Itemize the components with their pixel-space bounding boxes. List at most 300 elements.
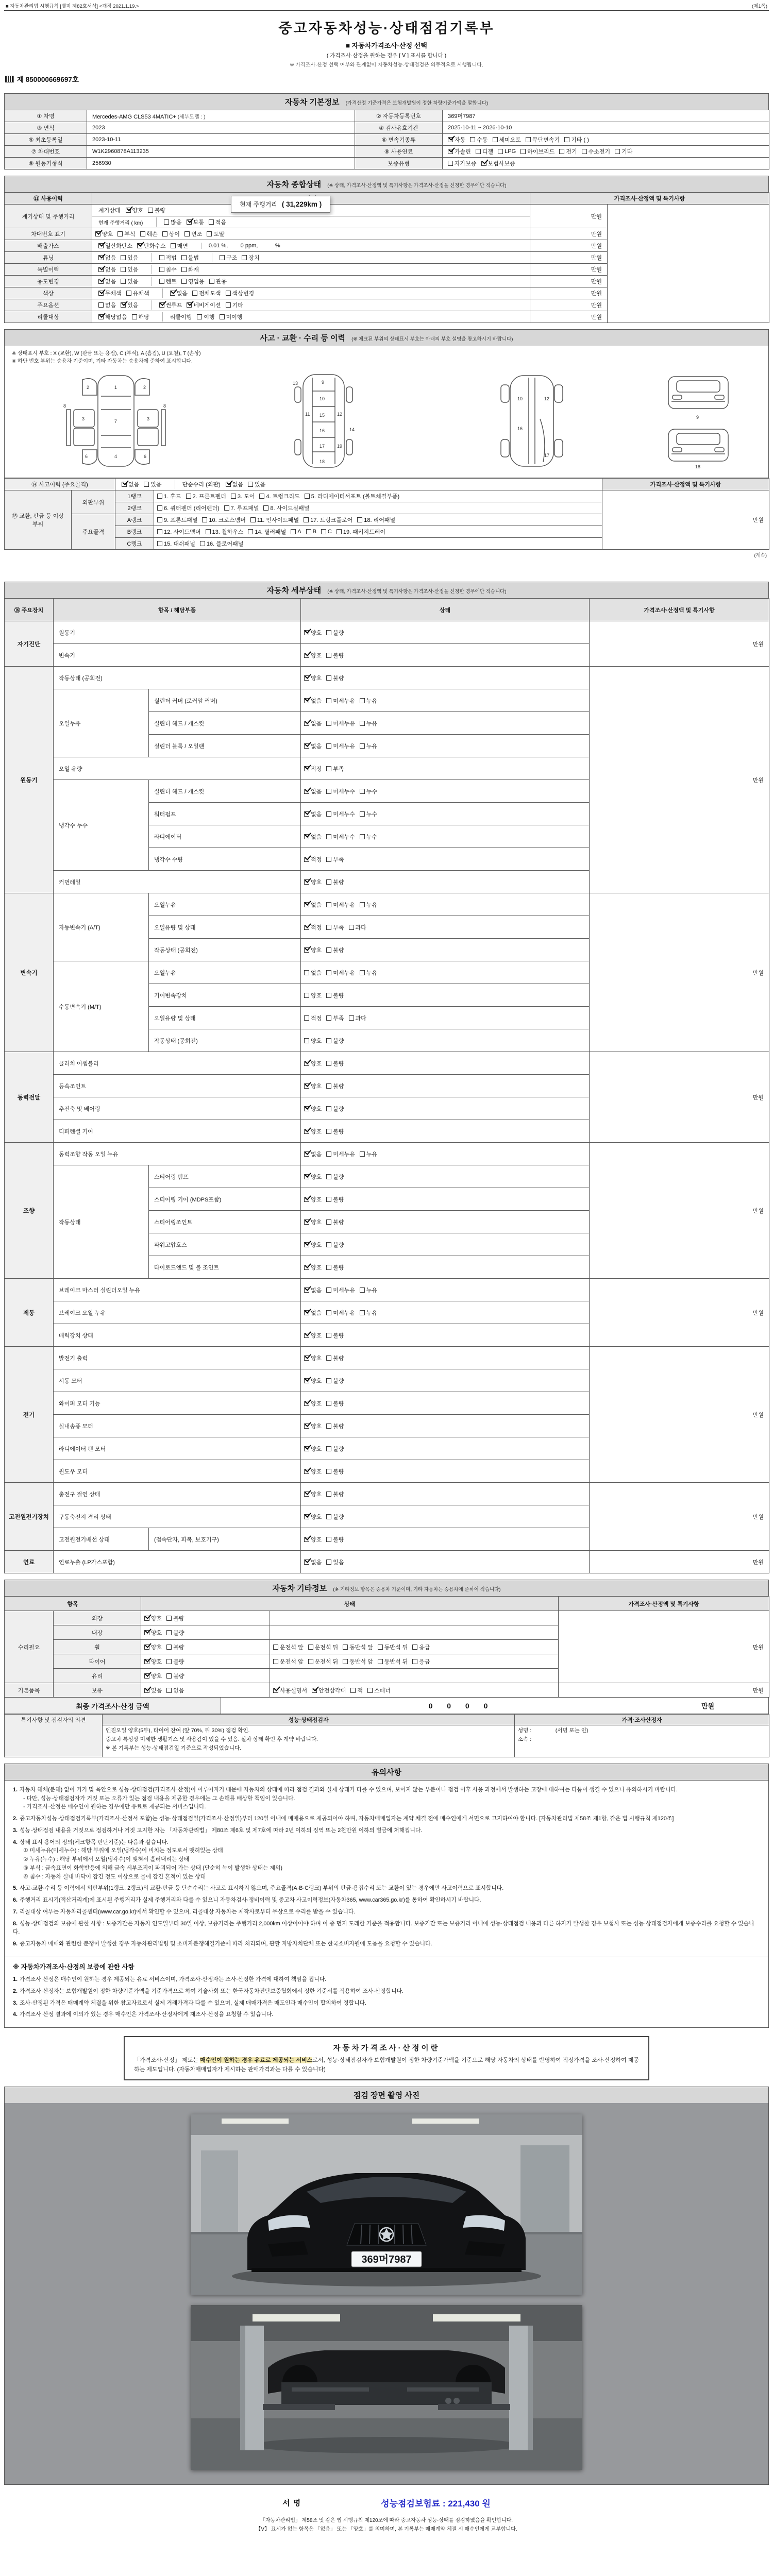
checkbox-label: 있음 <box>254 482 266 488</box>
checkbox-box <box>304 698 309 703</box>
checkbox-option[interactable] <box>326 1241 344 1249</box>
checkbox-option[interactable] <box>326 1445 344 1453</box>
checkbox-option[interactable] <box>304 878 322 886</box>
checkbox-option[interactable] <box>343 1643 373 1651</box>
checkbox-option[interactable] <box>98 265 116 274</box>
checkbox-option[interactable] <box>360 697 377 705</box>
checkbox-option[interactable] <box>304 923 322 931</box>
state-cell <box>301 825 590 848</box>
checkbox-option[interactable] <box>171 242 188 250</box>
checkbox-option[interactable] <box>200 539 243 548</box>
checkbox-option[interactable] <box>226 301 243 309</box>
checkbox-option[interactable] <box>615 147 632 156</box>
checkbox-option[interactable] <box>326 946 344 954</box>
checkbox-option[interactable] <box>226 289 255 297</box>
checkbox-label: 양호 <box>311 1219 322 1226</box>
checkbox-option[interactable] <box>157 504 220 512</box>
checkbox-option[interactable] <box>95 230 113 238</box>
checkbox-box <box>126 291 131 296</box>
checkbox-option[interactable] <box>157 492 181 500</box>
checkbox-option[interactable] <box>326 1354 344 1362</box>
item-cell: 연료누출 (LP가스포함) <box>54 1551 301 1573</box>
checkbox-option[interactable] <box>259 492 299 500</box>
checkbox-option[interactable] <box>184 230 202 238</box>
checkbox-option[interactable] <box>326 1513 344 1521</box>
checkbox-box <box>343 1659 348 1664</box>
checkbox-option[interactable] <box>98 253 116 262</box>
checkbox-option[interactable] <box>181 253 199 262</box>
checkbox-option[interactable] <box>162 230 180 238</box>
checkbox-option[interactable] <box>159 253 177 262</box>
checkbox-option[interactable] <box>166 1643 184 1651</box>
checkbox-option[interactable] <box>304 1059 322 1067</box>
checkbox-option[interactable] <box>159 265 177 274</box>
checkbox-option[interactable] <box>520 147 554 156</box>
checkbox-option[interactable] <box>226 480 243 488</box>
checkbox-option[interactable] <box>224 504 259 512</box>
checkbox-option[interactable] <box>326 765 344 773</box>
checkbox-option[interactable] <box>164 218 181 226</box>
item-cell: 디퍼렌셜 기어 <box>54 1120 301 1143</box>
checkbox-option[interactable] <box>98 313 127 321</box>
checkbox-label: 있음 <box>127 302 139 309</box>
checkbox-option[interactable] <box>166 1614 184 1622</box>
checkbox-option[interactable] <box>559 147 577 156</box>
checkbox-option[interactable] <box>304 719 322 727</box>
checkbox-option[interactable] <box>304 1263 322 1272</box>
checkbox-option[interactable] <box>378 1657 408 1666</box>
checkbox-option[interactable] <box>326 969 355 977</box>
checkbox-box <box>304 1333 309 1338</box>
checkbox-label: 사용설명서 <box>280 1687 308 1694</box>
notice-number: 2. <box>13 1988 18 1994</box>
checkbox-option[interactable] <box>582 147 611 156</box>
checkbox-label: 불량 <box>333 1242 344 1248</box>
checkbox-option[interactable] <box>350 1686 363 1694</box>
checkbox-box <box>304 902 309 907</box>
checkbox-option[interactable] <box>207 230 224 238</box>
item-cell: 작동상태 <box>54 1165 149 1279</box>
state-cell <box>301 1256 590 1279</box>
checkbox-option[interactable] <box>192 289 221 297</box>
recall-label: 리콜대상 <box>5 311 92 323</box>
checkbox-option[interactable] <box>304 629 322 637</box>
checkbox-option[interactable] <box>144 1657 162 1666</box>
checkbox-option[interactable] <box>304 1535 322 1544</box>
checkbox-option[interactable] <box>304 946 322 954</box>
checkbox-option[interactable] <box>159 301 182 309</box>
checkbox-label: 침수 <box>165 267 177 273</box>
checkbox-option[interactable] <box>360 1286 377 1294</box>
checkbox-option[interactable] <box>121 265 138 274</box>
checkbox-option[interactable] <box>448 135 465 144</box>
notices-text <box>4 1780 769 1957</box>
checkbox-option[interactable] <box>157 516 197 524</box>
checkbox-option[interactable] <box>273 1643 304 1651</box>
checkbox-option[interactable] <box>304 742 322 750</box>
checkbox-option[interactable] <box>209 277 227 285</box>
signature-strip <box>4 2485 769 2516</box>
checkbox-option[interactable] <box>304 901 322 909</box>
inspection-photo-front <box>191 2114 582 2295</box>
item-cell: 변속기 <box>54 644 301 667</box>
checkbox-option[interactable] <box>304 787 322 795</box>
checkbox-option[interactable] <box>242 253 259 262</box>
checkbox-option[interactable] <box>304 1173 322 1181</box>
checkbox-option[interactable] <box>326 1558 344 1566</box>
checkbox-option[interactable] <box>122 480 139 488</box>
checkbox-option[interactable] <box>304 810 322 818</box>
checkbox-option[interactable] <box>304 969 322 977</box>
checkbox-option[interactable] <box>326 1286 355 1294</box>
checkbox-option[interactable] <box>304 1513 322 1521</box>
checkbox-option[interactable] <box>326 855 344 863</box>
notice-line <box>13 1940 760 1948</box>
checkbox-option[interactable] <box>304 1467 322 1476</box>
checkbox-option[interactable] <box>181 277 205 285</box>
checkbox-option[interactable] <box>378 1643 408 1651</box>
checkbox-option[interactable] <box>248 528 286 536</box>
checkbox-option[interactable] <box>98 277 116 285</box>
checkbox-option[interactable] <box>360 1309 377 1317</box>
part-cell: 작동상태 (공회전) <box>149 1029 301 1052</box>
checkbox-option[interactable] <box>304 1037 322 1045</box>
checkbox-box <box>181 279 187 284</box>
checkbox-box <box>304 1560 309 1565</box>
checkbox-option[interactable] <box>526 135 560 144</box>
checkbox-option[interactable] <box>304 991 322 999</box>
checkbox-option[interactable] <box>321 529 332 535</box>
checkbox-option[interactable] <box>326 1127 344 1136</box>
checkbox-option[interactable] <box>493 135 522 144</box>
checkbox-option[interactable] <box>326 1037 344 1045</box>
checkbox-option[interactable] <box>263 504 309 512</box>
notice-text: 가격조사·산정은 매수인이 원하는 경우 제공되는 유료 서비스이며, 가격조사·산정자는 조사·산정한 가격에 대하여 책임을 집니다. <box>20 1976 327 1983</box>
checkbox-label: 양호 <box>311 1128 322 1135</box>
checkbox-option[interactable] <box>140 230 158 238</box>
checkbox-option[interactable] <box>166 1629 184 1637</box>
checkbox-option[interactable] <box>326 1150 355 1158</box>
checkbox-option[interactable] <box>117 230 135 238</box>
checkbox-option[interactable] <box>248 480 265 488</box>
checkbox-option[interactable] <box>360 719 377 727</box>
svg-text:10: 10 <box>320 396 325 401</box>
checkbox-option[interactable] <box>470 135 488 144</box>
checkbox-option[interactable] <box>326 1014 344 1022</box>
checkbox-box <box>117 231 123 236</box>
checkbox-label: 불량 <box>333 1038 344 1044</box>
checkbox-option[interactable] <box>349 923 366 931</box>
checkbox-option[interactable] <box>187 301 221 309</box>
checkbox-option[interactable] <box>326 810 355 818</box>
checkbox-option[interactable] <box>326 1467 344 1476</box>
checkbox-option[interactable] <box>304 1422 322 1430</box>
checkbox-option[interactable] <box>304 1241 322 1249</box>
gauge-price: 만원 <box>530 205 608 228</box>
checkbox-option[interactable] <box>326 1059 344 1067</box>
checkbox-option[interactable] <box>412 1657 430 1666</box>
notice-item <box>13 1815 760 1823</box>
checkbox-option[interactable] <box>304 1286 322 1294</box>
checkbox-option[interactable] <box>157 528 200 536</box>
checkbox-option[interactable] <box>326 719 355 727</box>
checkbox-option[interactable] <box>98 242 132 250</box>
checkbox-option[interactable] <box>326 1399 344 1408</box>
checkbox-option[interactable] <box>304 1490 322 1498</box>
checkbox-option[interactable] <box>326 1309 355 1317</box>
checkbox-option[interactable] <box>121 301 138 309</box>
checkbox-option[interactable] <box>220 253 237 262</box>
checkbox-option[interactable] <box>144 480 161 488</box>
checkbox-option[interactable] <box>360 1150 377 1158</box>
checkbox-option[interactable] <box>304 674 322 682</box>
checkbox-option[interactable] <box>121 253 138 262</box>
svg-text:10: 10 <box>517 396 523 401</box>
checkbox-option[interactable] <box>326 1422 344 1430</box>
checkbox-box <box>304 743 309 749</box>
checkbox-option[interactable] <box>159 277 177 285</box>
checkbox-option[interactable] <box>304 833 322 841</box>
checkbox-option[interactable] <box>202 516 245 524</box>
checkbox-option[interactable] <box>357 516 395 524</box>
checkbox-label: LPG <box>505 148 516 155</box>
checkbox-box <box>470 137 475 142</box>
notice-text: 조사·산정된 가격은 매매계약 체결을 위한 참고자료로서 실제 거래가격과 다를 수 있으며, 실제 매매가격은 매도인과 매수인이 합의하여 정합니다. <box>20 1999 366 2006</box>
checkbox-option[interactable] <box>326 1082 344 1090</box>
checkbox-option[interactable] <box>98 289 122 297</box>
checkbox-label: 불량 <box>333 1174 344 1180</box>
checkbox-option[interactable] <box>498 148 516 155</box>
checkbox-label: 불량 <box>333 630 344 636</box>
checkbox-option[interactable] <box>144 1672 162 1680</box>
checkbox-option[interactable] <box>273 1657 304 1666</box>
checkbox-option[interactable] <box>360 787 377 795</box>
checkbox-option[interactable] <box>304 1354 322 1362</box>
checkbox-option[interactable] <box>304 1014 322 1022</box>
checkbox-option[interactable] <box>326 629 344 637</box>
checkbox-option[interactable] <box>170 289 188 297</box>
checkbox-label: 누유 <box>366 1310 378 1316</box>
license-plate-text: 369머7987 <box>361 2254 412 2266</box>
checkbox-option[interactable] <box>326 1535 344 1544</box>
checkbox-option[interactable] <box>360 901 377 909</box>
checkbox-option[interactable] <box>304 855 322 863</box>
checkbox-label: 적정 <box>311 766 322 772</box>
item-cell: 등속조인트 <box>54 1075 301 1097</box>
checkbox-option[interactable] <box>326 1331 344 1340</box>
checkbox-option[interactable] <box>304 1399 322 1408</box>
vin-mark-label: 차대번호 표기 <box>5 228 92 240</box>
checkbox-box <box>162 231 167 236</box>
checkbox-label: 유채색 <box>132 291 149 297</box>
checkbox-option[interactable] <box>304 1309 322 1317</box>
checkbox-option[interactable] <box>304 1445 322 1453</box>
checkbox-label: C <box>327 529 332 535</box>
detail-row <box>5 621 769 644</box>
checkbox-label: 양호 <box>311 1446 322 1452</box>
checkbox-box <box>206 529 211 534</box>
checkbox-box <box>304 925 309 930</box>
checkbox-label: 양호 <box>311 1083 322 1090</box>
checkbox-option[interactable] <box>326 923 344 931</box>
checkbox-option[interactable] <box>304 516 352 524</box>
checkbox-option[interactable] <box>326 1263 344 1272</box>
checkbox-option[interactable] <box>132 313 149 321</box>
checkbox-option[interactable] <box>273 1686 307 1694</box>
checkbox-option[interactable] <box>220 313 243 321</box>
checkbox-option[interactable] <box>187 218 204 226</box>
checkbox-option[interactable] <box>326 742 355 750</box>
checkbox-option[interactable] <box>304 765 322 773</box>
checkbox-label: 9. 프론트패널 <box>164 517 198 523</box>
checkbox-box <box>242 255 247 260</box>
checkbox-box <box>144 482 149 487</box>
checkbox-option[interactable] <box>206 528 244 536</box>
checkbox-label: 양호 <box>311 1242 322 1248</box>
checkbox-box <box>448 137 453 142</box>
checkbox-option[interactable] <box>564 135 589 144</box>
section-basic-info <box>4 93 769 110</box>
checkbox-option[interactable] <box>476 147 493 156</box>
checkbox-option[interactable] <box>98 301 116 309</box>
final-price-value: 0 0 0 0 <box>428 1701 494 1710</box>
checkbox-option[interactable] <box>367 1686 391 1694</box>
checkbox-option[interactable] <box>144 1629 162 1637</box>
checkbox-option[interactable] <box>326 1490 344 1498</box>
checkbox-option[interactable] <box>326 901 355 909</box>
checkbox-option[interactable] <box>148 206 165 214</box>
checkbox-option[interactable] <box>250 516 299 524</box>
notice-line <box>13 1815 760 1823</box>
checkbox-option[interactable] <box>326 674 344 682</box>
section-overall-title: 자동차 종합상태 <box>266 180 322 189</box>
checkbox-option[interactable] <box>181 265 199 274</box>
checkbox-box <box>326 1015 331 1021</box>
checkbox-label: 불량 <box>333 1264 344 1271</box>
checkbox-option[interactable] <box>349 1014 366 1022</box>
checkbox-option[interactable] <box>126 206 143 214</box>
checkbox-option[interactable] <box>326 1218 344 1226</box>
detail-head-device: ⑯ 주요장치 <box>5 599 54 621</box>
fuel-options <box>443 146 769 158</box>
checkbox-option[interactable] <box>326 787 355 795</box>
checkbox-option[interactable] <box>166 1672 184 1680</box>
vin-label: ⑦ 차대번호 <box>5 146 87 158</box>
checkbox-option[interactable] <box>308 1657 339 1666</box>
checkbox-box <box>98 243 104 248</box>
year-label: ③ 연식 <box>5 122 87 134</box>
checkbox-label: 양호 <box>311 1423 322 1430</box>
exchange-area-label: ⑮ 교환, 판금 등 이상 부위 <box>5 490 72 550</box>
checkbox-option[interactable] <box>304 1105 322 1113</box>
checkbox-option[interactable] <box>126 289 149 297</box>
repair-need-group: 수리필요 <box>5 1611 54 1683</box>
checkbox-option[interactable] <box>448 147 471 156</box>
notice-item <box>13 1838 760 1882</box>
checkbox-label: 보험사보증 <box>488 161 515 167</box>
checkbox-option[interactable] <box>326 878 344 886</box>
checkbox-option[interactable] <box>304 1127 322 1136</box>
checkbox-option[interactable] <box>326 1377 344 1385</box>
checkbox-option[interactable] <box>186 492 226 500</box>
checkbox-option[interactable] <box>121 277 138 285</box>
checkbox-option[interactable] <box>304 1195 322 1204</box>
checkbox-option[interactable] <box>305 492 399 500</box>
checkbox-option[interactable] <box>448 159 477 167</box>
checkbox-option[interactable] <box>337 528 385 536</box>
checkbox-option[interactable] <box>304 1331 322 1340</box>
checkbox-option[interactable] <box>144 1643 162 1651</box>
checkbox-option[interactable] <box>304 651 322 659</box>
checkbox-box <box>98 302 104 308</box>
checkbox-option[interactable] <box>308 1643 339 1651</box>
checkbox-option[interactable] <box>304 1082 322 1090</box>
checkbox-option[interactable] <box>326 697 355 705</box>
checkbox-option[interactable] <box>209 218 226 226</box>
checkbox-option[interactable] <box>197 313 214 321</box>
exterior-state <box>141 1611 270 1625</box>
checkbox-option[interactable] <box>291 529 301 535</box>
checkbox-label: 기타 <box>621 149 633 155</box>
checkbox-option[interactable] <box>144 1686 162 1694</box>
checkbox-label: 적정 <box>311 924 322 931</box>
checkbox-option[interactable] <box>312 1686 346 1694</box>
checkbox-option[interactable] <box>304 697 322 705</box>
recall-done-label: 리콜이행 <box>170 314 192 320</box>
checkbox-option[interactable] <box>360 969 377 977</box>
checkbox-option[interactable] <box>326 651 344 659</box>
checkbox-option[interactable] <box>304 1218 322 1226</box>
checkbox-option[interactable] <box>137 242 166 250</box>
checkbox-option[interactable] <box>231 492 255 500</box>
checkbox-option[interactable] <box>157 539 195 548</box>
checkbox-option[interactable] <box>360 742 377 750</box>
checkbox-option[interactable] <box>144 1614 162 1622</box>
checkbox-option[interactable] <box>481 159 515 167</box>
checkbox-option[interactable] <box>326 991 344 999</box>
checkbox-label: 운전석 뒤 <box>314 1644 339 1651</box>
checkbox-option[interactable] <box>343 1657 373 1666</box>
checkbox-label: 불량 <box>333 1400 344 1407</box>
checkbox-label: 전기 <box>566 149 577 155</box>
checkbox-label: 미세누유 <box>333 902 355 908</box>
price-cell: 만원 <box>590 1052 769 1143</box>
checkbox-box <box>308 1659 313 1664</box>
checkbox-option[interactable] <box>306 529 316 535</box>
checkbox-option[interactable] <box>304 1377 322 1385</box>
checkbox-option[interactable] <box>360 810 377 818</box>
checkbox-option[interactable] <box>360 833 377 841</box>
checkbox-option[interactable] <box>326 833 355 841</box>
checkbox-option[interactable] <box>166 1657 184 1666</box>
section-overall <box>4 176 769 192</box>
checkbox-box <box>122 482 127 487</box>
checkbox-label: 미세누수 <box>333 788 355 795</box>
checkbox-option[interactable] <box>166 1686 184 1694</box>
checkbox-box <box>304 517 309 522</box>
checkbox-option[interactable] <box>304 1150 322 1158</box>
checkbox-option[interactable] <box>412 1643 430 1651</box>
checkbox-label: 없음 <box>311 1287 322 1294</box>
car-diagrams <box>12 365 761 473</box>
checkbox-option[interactable] <box>326 1195 344 1204</box>
checkbox-option[interactable] <box>326 1173 344 1181</box>
notice-line <box>13 1896 760 1905</box>
checkbox-option[interactable] <box>304 1558 322 1566</box>
item-cell: 윈도우 모터 <box>54 1460 301 1483</box>
checkbox-option[interactable] <box>326 1105 344 1113</box>
checkbox-label: 변조 <box>191 231 203 238</box>
